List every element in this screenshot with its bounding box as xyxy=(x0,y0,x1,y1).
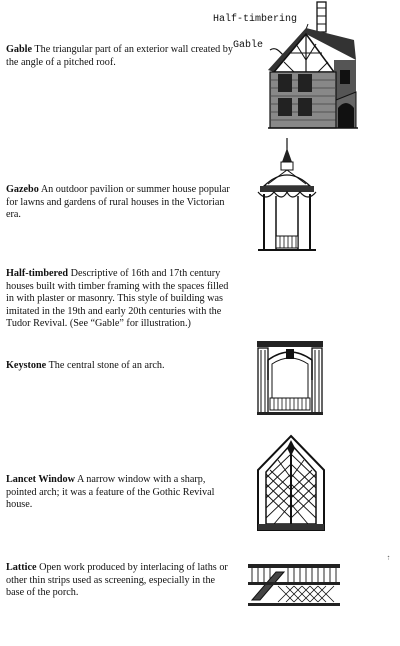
term: Lattice xyxy=(6,562,37,573)
gable-house-illustration xyxy=(250,0,362,130)
entry-lancet-window xyxy=(6,474,234,512)
gazebo-illustration xyxy=(252,138,322,254)
definition: The central stone of an arch. xyxy=(48,360,165,371)
scan-speck xyxy=(387,555,390,560)
term: Lancet Window xyxy=(6,474,75,485)
entry-half-timbered xyxy=(6,268,234,331)
lattice-porch-illustration xyxy=(248,560,340,608)
callout-half-timbering: Half-timbering xyxy=(213,14,298,25)
term: Gable xyxy=(6,44,33,55)
entry-gable xyxy=(6,44,234,69)
entry-lattice xyxy=(6,562,234,600)
entry-gazebo xyxy=(6,184,234,222)
term: Keystone xyxy=(6,360,47,371)
keystone-arch-illustration xyxy=(256,340,324,416)
definition: Open work produced by interlacing of laths or other thin strips used as screening, especially in the base of the porch. xyxy=(6,562,228,599)
definition: Descriptive of 16th and 17th century houses built with timber framing with the spaces filled in with plaster or masonry. This style of building was imitated in the 19th and early 20th centuries with the Tudor Revival. (See “Gable” for illustration.) xyxy=(6,268,229,330)
callout-gable: Gable xyxy=(233,40,264,51)
definition: An outdoor pavilion or summer house popular for lawns and gardens of rural houses in the Victorian era. xyxy=(6,184,230,221)
definition: A narrow window with a sharp, pointed arch; it was a feature of the Gothic Revival house. xyxy=(6,474,215,511)
entry-keystone xyxy=(6,360,234,373)
definition: The triangular part of an exterior wall created by the angle of a pitched roof. xyxy=(6,44,233,68)
lancet-window-illustration xyxy=(256,434,326,532)
term: Gazebo xyxy=(6,184,39,195)
term: Half-timbered xyxy=(6,268,69,279)
